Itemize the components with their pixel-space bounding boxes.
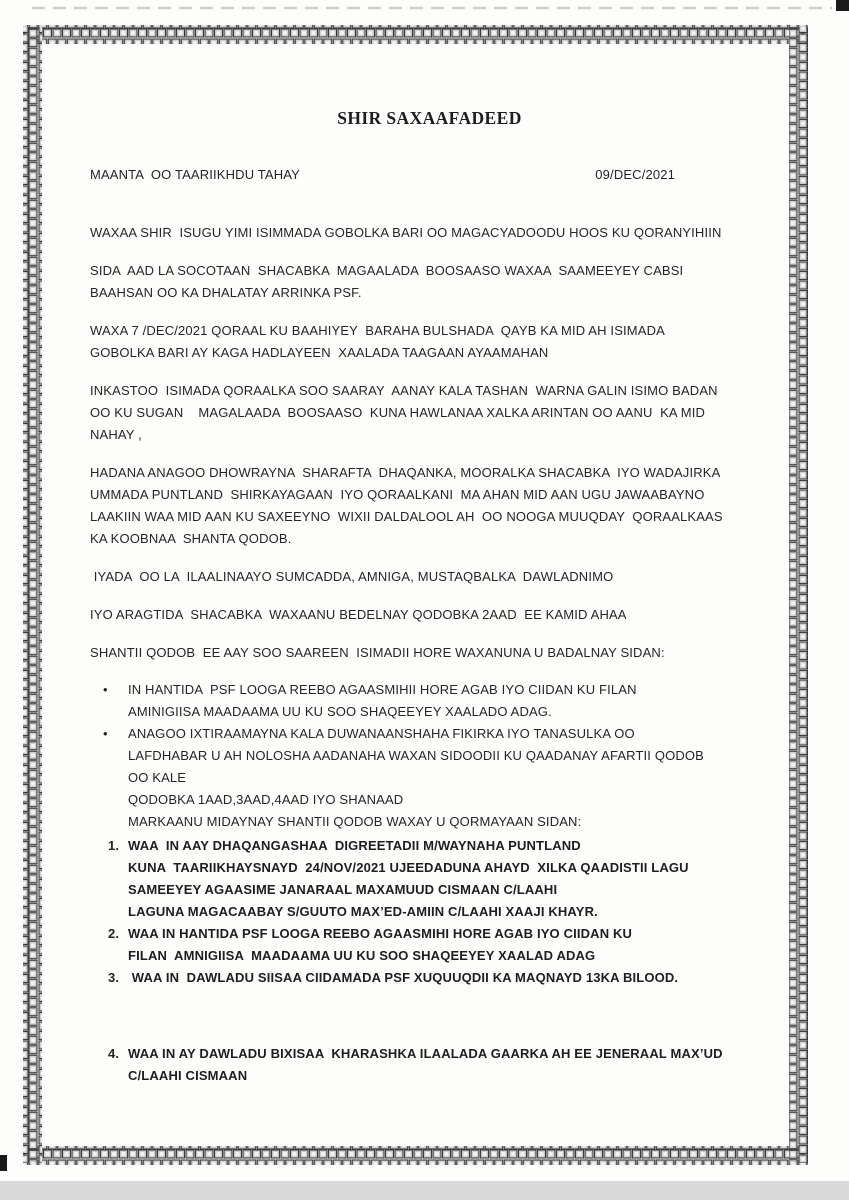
text-line: LAGUNA MAGACAABAY S/GUUTO MAX’ED-AMIIN C/LAAHI XAAJI KHAYR. [128, 904, 598, 919]
text-line: MARKAANU MIDAYNAY SHANTII QODOB WAXAY U QORMAYAAN SIDAN: [128, 814, 582, 829]
text-line: FILAN AMNIGIISA MAADAAMA UU KU SOO SHAQEEYEY XAALAD ADAG [128, 948, 596, 963]
paragraph [90, 260, 769, 304]
text-line: UMMADA PUNTLAND SHIRKAYAGAAN IYO QORAALKANI MA AHAN MID AAN UGU JAWAABAYNO [90, 487, 705, 502]
text-line: WAA IN AAY DHAQANGASHAA DIGREETADII M/WAYNAHA PUNTLAND [128, 838, 581, 853]
text-line: C/LAAHI CISMAAN [128, 1068, 248, 1083]
date-value: 09/DEC/2021 [595, 167, 675, 182]
text-line: WAXAA SHIR ISUGU YIMI ISIMMADA GOBOLKA BARI OO MAGACYADOODU HOOS KU QORANYIHIIN [90, 225, 722, 240]
scan-artifact-left-mark [0, 1155, 7, 1171]
numbered-item [90, 967, 769, 989]
item-number: 2. [108, 926, 120, 941]
text-line: LAAKIIN WAA MID AAN KU SAXEEYNO WIXII DALDALOOL AH OO NOOGA MUUQDAY QORAALKAAS [90, 509, 723, 524]
paragraph [90, 462, 769, 550]
text-line: KA KOOBNAA SHANTA QODOB. [90, 531, 292, 546]
text-line: LAFDHABAR U AH NOLOSHA AADANAHA WAXAN SIDOODII KU QAADANAY AFARTII QODOB [128, 748, 704, 763]
item-number: 3. [108, 970, 120, 985]
text-line: OO KU SUGAN MAGALAADA BOOSAASO KUNA HAWLANAA XALKA ARINTAN OO AANU KA MID [90, 405, 706, 420]
paragraph [90, 604, 769, 626]
text-line: KUNA TAARIIKHAYSNAYD 24/NOV/2021 UJEEDADUNA AHAYD XILKA QAADISTII LAGU [128, 860, 689, 875]
bullet-item [90, 723, 769, 833]
dateline [90, 164, 769, 186]
text-line: NAHAY , [90, 427, 142, 442]
numbered-item [90, 835, 769, 923]
item-number: 4. [108, 1046, 120, 1061]
text-line: SAMEEYEY AGAASIME JANARAAL MAXAMUUD CISMAAN C/LAAHI [128, 882, 558, 897]
text-line: IYO ARAGTIDA SHACABKA WAXAANU BEDELNAY QODOBKA 2AAD EE KAMID AHAA [90, 607, 627, 622]
bullet-list [90, 679, 769, 833]
text-line: SHANTII QODOB EE AAY SOO SAAREEN ISIMADII HORE WAXANUNA U BADALNAY SIDAN: [90, 645, 665, 660]
paragraph [90, 380, 769, 446]
scan-artifact-bottom-band [0, 1181, 849, 1200]
text-line: WAA IN DAWLADU SIISAA CIIDAMADA PSF XUQUUQDII KA MAQNAYD 13KA BILOOD. [128, 970, 679, 985]
page-title: SHIR SAXAAFADEED [337, 108, 522, 128]
text-line: WAXA 7 /DEC/2021 QORAAL KU BAAHIYEY BARAHA BULSHADA QAYB KA MID AH ISIMADA [90, 323, 665, 338]
paragraph [90, 566, 769, 588]
text-line: OO KALE [128, 770, 187, 785]
text-line: BAAHSAN OO KA DHALATAY ARRINKA PSF. [90, 285, 362, 300]
text-line: HADANA ANAGOO DHOWRAYNA SHARAFTA DHAQANKA, MOORALKA SHACABKA IYO WADAJIRKA [90, 465, 721, 480]
text-line: GOBOLKA BARI AY KAGA HADLAYEEN XAALADA TAAGAAN AYAAMAHAN [90, 345, 549, 360]
numbered-item [90, 1043, 769, 1087]
text-line: ANAGOO IXTIRAAMAYNA KALA DUWANAANSHAHA FIKIRKA IYO TANASULKA OO [128, 726, 635, 741]
paragraphs [90, 222, 769, 664]
numbered-list [90, 835, 769, 1087]
bullet-icon: • [103, 726, 108, 741]
bullet-icon: • [103, 682, 108, 697]
paragraph [90, 222, 769, 244]
text-line: IYADA OO LA ILAALINAAYO SUMCADDA, AMNIGA, MUSTAQBALKA DAWLADNIMO [90, 569, 614, 584]
text-line: AMINIGIISA MAADAAMA UU KU SOO SHAQEEYEY XAALADO ADAG. [128, 704, 552, 719]
bullet-item [90, 679, 769, 723]
document-content [90, 106, 769, 1087]
text-line: WAA IN AY DAWLADU BIXISAA KHARASHKA ILAALADA GAARKA AH EE JENERAAL MAX’UD [128, 1046, 723, 1061]
numbered-item [90, 923, 769, 967]
date-label: MAANTA OO TAARIIKHDU TAHAY [90, 167, 300, 182]
paragraph [90, 642, 769, 664]
text-line: INKASTOO ISIMADA QORAALKA SOO SAARAY AANAY KALA TASHAN WARNA GALIN ISIMO BADAN [90, 383, 718, 398]
scan-artifact-corner-mark [836, 0, 849, 11]
text-line: IN HANTIDA PSF LOOGA REEBO AGAASMIHII HORE AGAB IYO CIIDAN KU FILAN [128, 682, 637, 697]
text-line: WAA IN HANTIDA PSF LOOGA REEBO AGAASMIHI HORE AGAB IYO CIIDAN KU [128, 926, 633, 941]
paragraph [90, 320, 769, 364]
text-line: QODOBKA 1AAD,3AAD,4AAD IYO SHANAAD [128, 792, 404, 807]
item-number: 1. [108, 838, 120, 853]
text-line: SIDA AAD LA SOCOTAAN SHACABKA MAGAALADA BOOSAASO WAXAA SAAMEEYEY CABSI [90, 263, 684, 278]
